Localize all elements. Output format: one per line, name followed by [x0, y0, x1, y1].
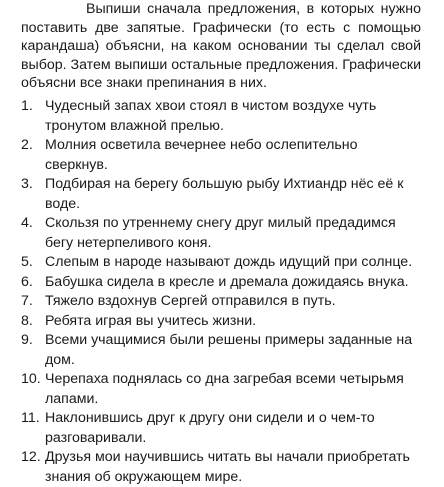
- sentence-text: Слепым в народе называют дождь идущий при солнце.: [45, 254, 413, 270]
- sentence-number: 11.: [21, 410, 40, 426]
- sentence-item: [21, 136, 423, 175]
- sentence-item: [21, 97, 423, 136]
- sentence-number: 6.: [21, 273, 33, 290]
- sentence-number: 4.: [21, 215, 33, 231]
- sentence-number: 8.: [21, 312, 33, 329]
- sentence-text: Молния осветила вечернее небо ослепительно сверкнув.: [45, 137, 358, 173]
- sentence-text: Чудесный запах хвои стоял в чистом воздухе чуть тронутом влажной прелью.: [45, 98, 377, 134]
- sentence-number: 10.: [21, 371, 41, 387]
- sentence-number: 1.: [21, 98, 33, 114]
- sentence-text: Ребята играя вы учитесь жизни.: [45, 312, 257, 329]
- sentence-number: 2.: [21, 137, 33, 153]
- sentence-text: Скользя по утреннему снегу друг милый предадимся бегу нетерпеливого коня.: [45, 215, 396, 251]
- sentence-item: [21, 312, 423, 332]
- sentence-text: Подбирая на берегу большую рыбу Ихтиандр нёс её к воде.: [45, 176, 404, 212]
- sentence-item: [21, 214, 423, 253]
- sentence-number: 5.: [21, 254, 33, 270]
- sentence-item: [21, 175, 423, 214]
- sentence-text: Черепаха поднялась со дна загребая всеми четырьмя лапами.: [45, 371, 404, 407]
- sentence-item: [21, 253, 423, 273]
- sentence-text: Бабушка сидела в кресле и дремала дожидаясь внука.: [45, 273, 409, 290]
- sentence-text: Тяжело вздохнув Сергей отправился в путь.: [45, 293, 336, 309]
- sentence-number: 9.: [21, 332, 33, 348]
- sentence-text: Всеми учащимися были решены примеры заданные на дом.: [45, 332, 413, 368]
- sentence-item: [21, 292, 423, 312]
- sentence-number: 12.: [21, 449, 41, 465]
- sentence-item: [21, 331, 423, 370]
- sentence-item: [21, 370, 423, 409]
- task-instructions: Выпиши сначала предложения, в которых нужно поставить две запятые. Графически (то есть с помощью карандаша) объясни, на каком основании ты сделал свой выбор. Затем выпиши остальные предложения. Графически объясни все знаки препинания в них.: [21, 1, 422, 91]
- sentence-number: 3.: [21, 176, 33, 192]
- sentence-item: [21, 448, 423, 487]
- sentence-item: [21, 409, 423, 448]
- sentence-number: 7.: [21, 293, 33, 309]
- sentence-item: [21, 273, 423, 293]
- sentence-text: Друзья мои научившись читать вы начали приобретать знания об окружающем мире.: [45, 449, 410, 485]
- sentence-text: Наклонившись друг к другу они сидели и о чем-то разговаривали.: [45, 410, 375, 446]
- sentence-list: [21, 97, 423, 487]
